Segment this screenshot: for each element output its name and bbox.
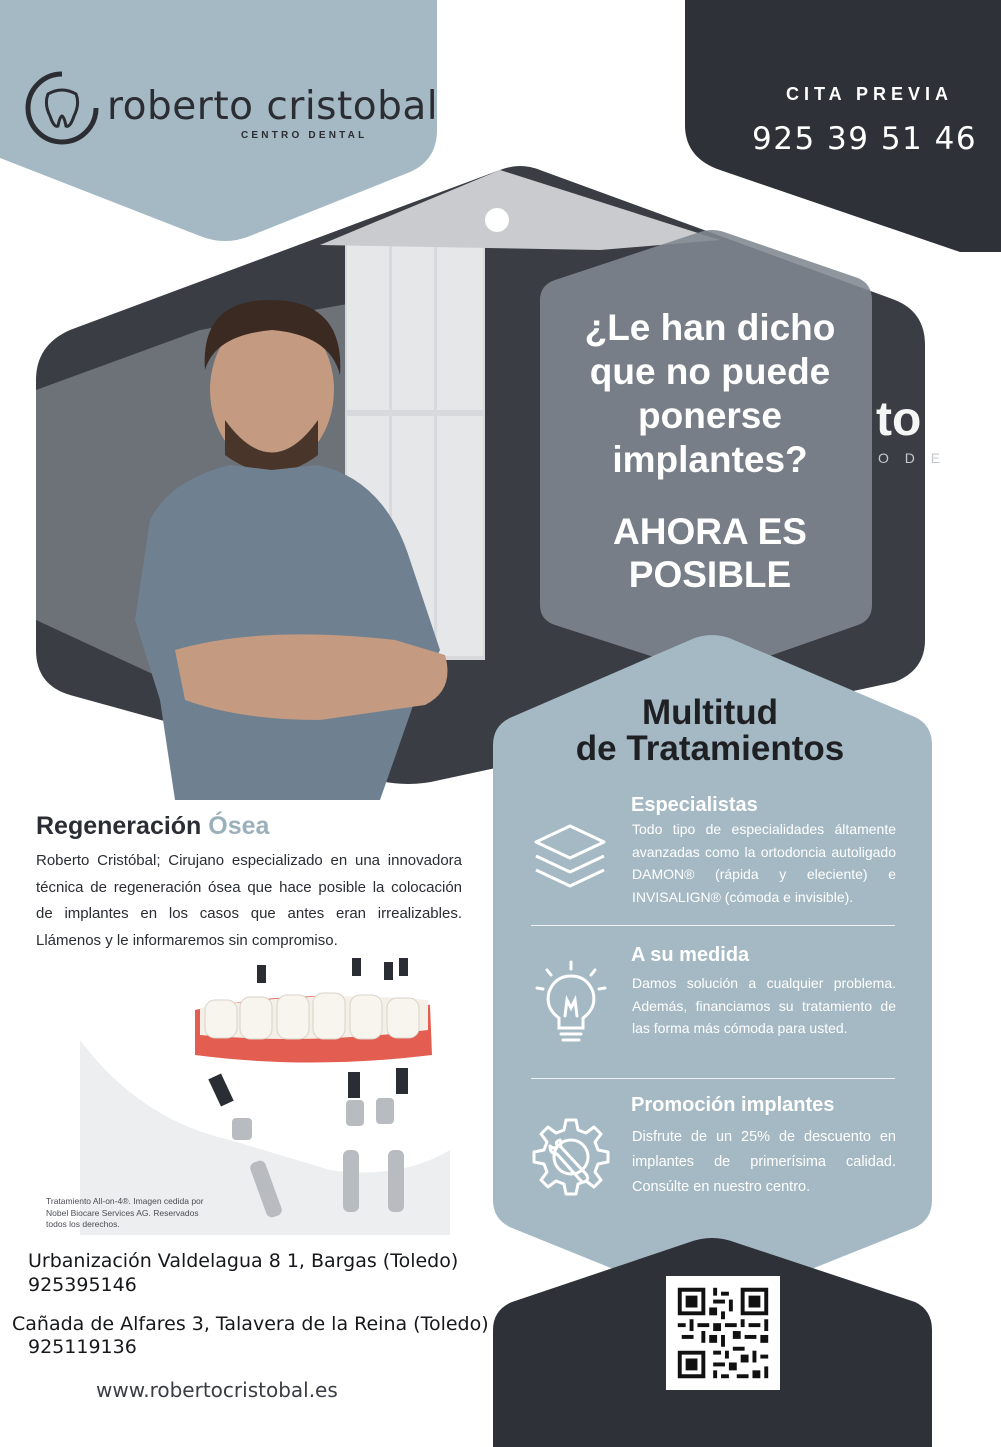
lightbulb-icon	[535, 960, 607, 1048]
gear-wrench-icon	[530, 1116, 612, 1198]
hero-headline-2: AHORA ES POSIBLE	[613, 511, 807, 595]
address-bargas: Urbanización Valdelagua 8 1, Bargas (Toledo)	[28, 1250, 459, 1272]
divider	[531, 1078, 895, 1079]
phone-bargas[interactable]: 925395146	[28, 1274, 137, 1296]
logo-tooth-icon	[24, 70, 100, 146]
treatments-title-line2: de Tratamientos	[575, 729, 845, 768]
address-talavera: Cañada de Alfares 3, Talavera de la Reina (Toledo)	[12, 1313, 489, 1335]
treatments-title-line1: Multitud	[641, 693, 779, 732]
regeneracion-title-part1: Regeneración	[36, 812, 202, 840]
wall-sign-sub: O D E	[878, 450, 947, 466]
regeneracion-title-part2: Ósea	[208, 812, 270, 840]
feature-title-medida: A su medida	[631, 944, 750, 966]
phone-talavera[interactable]: 925119136	[28, 1336, 137, 1358]
regeneracion-title	[36, 812, 269, 841]
brand-name: roberto cristobal	[107, 84, 439, 129]
feature-title-promocion: Promoción implantes	[631, 1094, 835, 1116]
brand-subtitle: CENTRO DENTAL	[241, 130, 368, 141]
hero-headline: ¿Le han dicho que no puede ponerse implantes?	[584, 307, 836, 480]
wall-sign: to	[876, 393, 922, 446]
cita-label: CITA PREVIA	[786, 84, 954, 104]
feature-text-medida: Damos solución a cualquier problema. Además, financiamos su tratamiento de las forma más cómoda para usted.	[632, 975, 896, 1036]
layers-icon	[532, 822, 608, 894]
image-caption: Tratamiento All-on-4®. Imagen cedida por Nobel Biocare Services AG. Reservados todos los derechos.	[46, 1196, 204, 1229]
feature-text-especialistas: Todo tipo de especialidades áltamente avanzadas como la ortodoncia autoligado DAMON® (rápida y eleciente) e INVISALIGN® (cómoda e invisible).	[632, 821, 896, 905]
qr-icon	[666, 1276, 780, 1390]
regeneracion-body: Roberto Cristóbal; Cirujano especializado en una innovadora técnica de regeneración ósea que hace posible la colocación de implantes en los casos que antes eran irrealizables. Llámenos y le informaremos sin compromiso.	[36, 852, 462, 949]
feature-text-promocion: Disfrute de un 25% de descuento en implantes de primerísima calidad. Consúlte en nuestro centro.	[632, 1129, 896, 1195]
website-link[interactable]: www.robertocristobal.es	[96, 1378, 338, 1402]
feature-title-especialistas: Especialistas	[631, 794, 758, 816]
cita-phone[interactable]: 925 39 51 46	[752, 121, 978, 157]
divider	[531, 925, 895, 926]
qr-code[interactable]	[666, 1276, 780, 1390]
treatments-title	[530, 695, 890, 767]
